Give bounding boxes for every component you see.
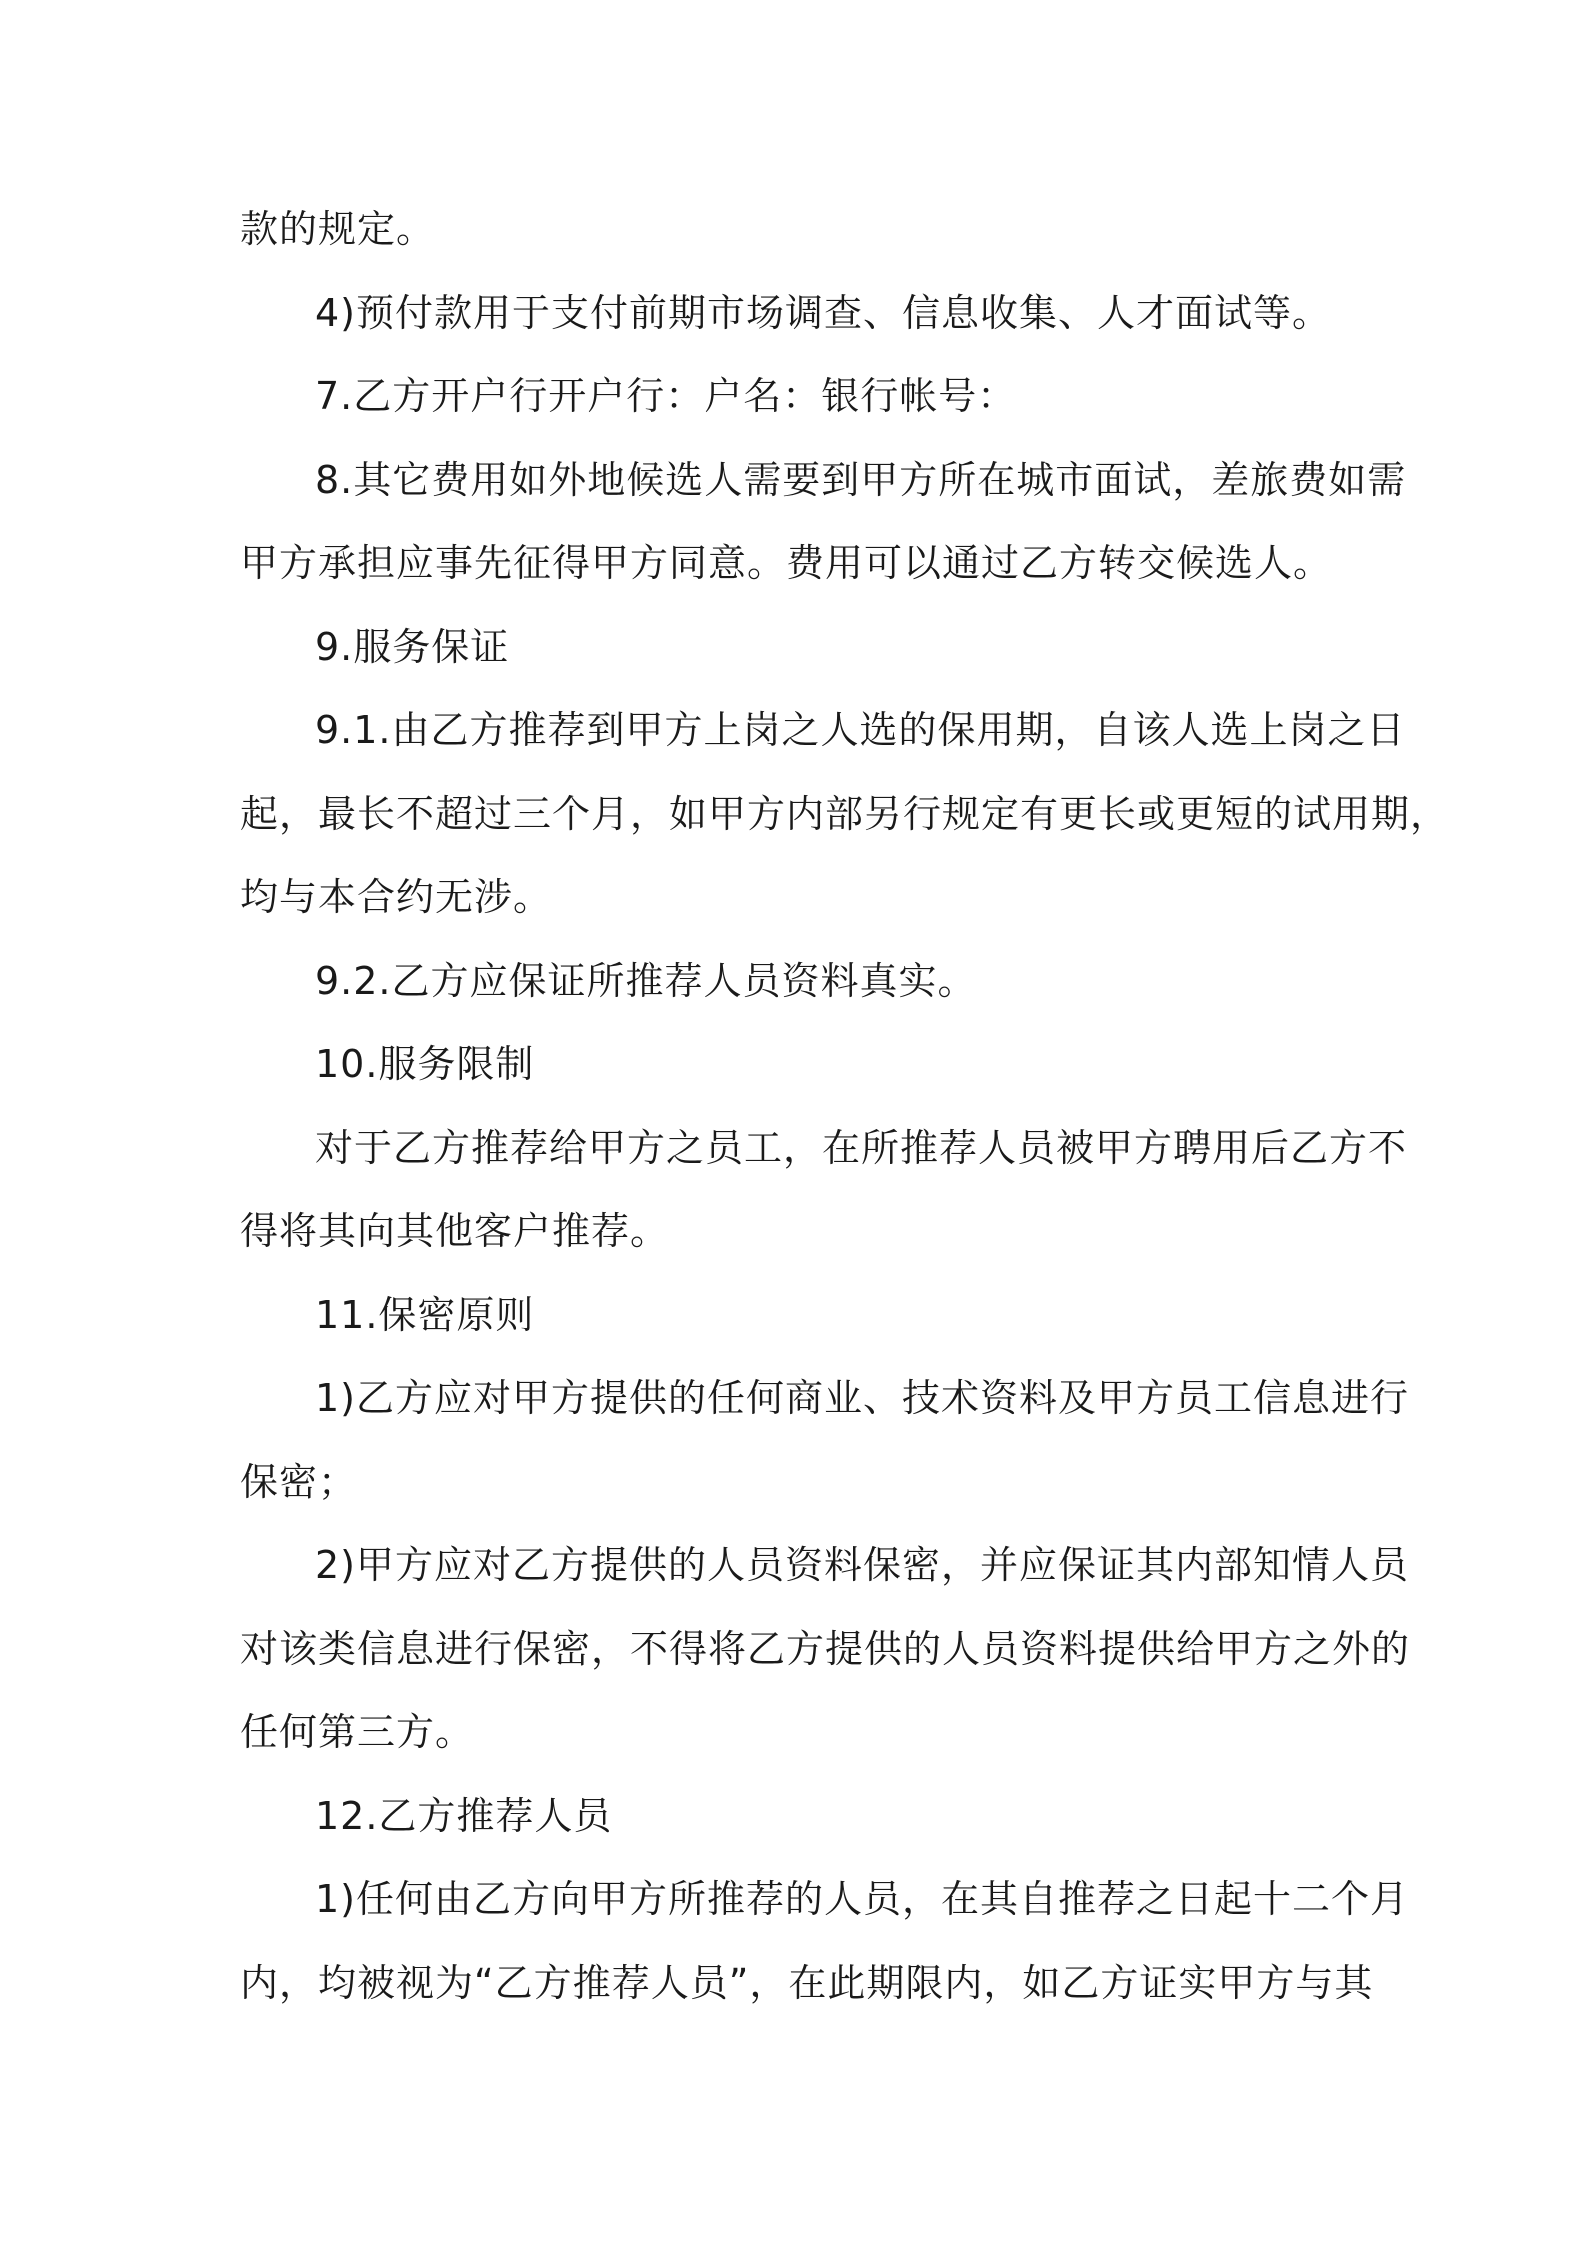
section-heading: 9.服务保证 — [315, 625, 510, 669]
text-line: 2)甲方应对乙方提供的人员资料保密，并应保证其内部知情人员 — [315, 1543, 1410, 1587]
section-heading: 11.保密原则 — [315, 1293, 535, 1337]
text-line: 7.乙方开户行开户行：户名：银行帐号： — [315, 374, 1017, 418]
text-line: 9.1.由乙方推荐到甲方上岗之人选的保用期，自该人选上岗之日 — [315, 708, 1406, 752]
text-line: 1)任何由乙方向甲方所推荐的人员，在其自推荐之日起十二个月 — [315, 1877, 1410, 1921]
text-line: 对于乙方推荐给甲方之员工，在所推荐人员被甲方聘用后乙方不 — [315, 1126, 1408, 1170]
text-line: 均与本合约无涉。 — [240, 875, 553, 919]
text-line: 保密； — [240, 1460, 358, 1504]
section-heading: 10.服务限制 — [315, 1042, 535, 1086]
text-line: 起，最长不超过三个月，如甲方内部另行规定有更长或更短的试用期， — [240, 792, 1450, 836]
text-line: 内，均被视为“乙方推荐人员”，在此期限内，如乙方证实甲方与其 — [240, 1961, 1374, 2005]
text-line: 得将其向其他客户推荐。 — [240, 1209, 670, 1253]
section-heading: 12.乙方推荐人员 — [315, 1794, 613, 1838]
text-line: 对该类信息进行保密，不得将乙方提供的人员资料提供给甲方之外的 — [240, 1627, 1411, 1671]
text-line: 8.其它费用如外地候选人需要到甲方所在城市面试，差旅费如需 — [315, 458, 1407, 502]
text-line: 9.2.乙方应保证所推荐人员资料真实。 — [315, 959, 977, 1003]
text-line: 任何第三方。 — [240, 1710, 475, 1754]
text-line: 4)预付款用于支付前期市场调查、信息收集、人才面试等。 — [315, 291, 1332, 335]
text-line: 款的规定。 — [240, 207, 436, 251]
text-line: 甲方承担应事先征得甲方同意。费用可以通过乙方转交候选人。 — [240, 541, 1333, 585]
text-line: 1)乙方应对甲方提供的任何商业、技术资料及甲方员工信息进行 — [315, 1376, 1410, 1420]
